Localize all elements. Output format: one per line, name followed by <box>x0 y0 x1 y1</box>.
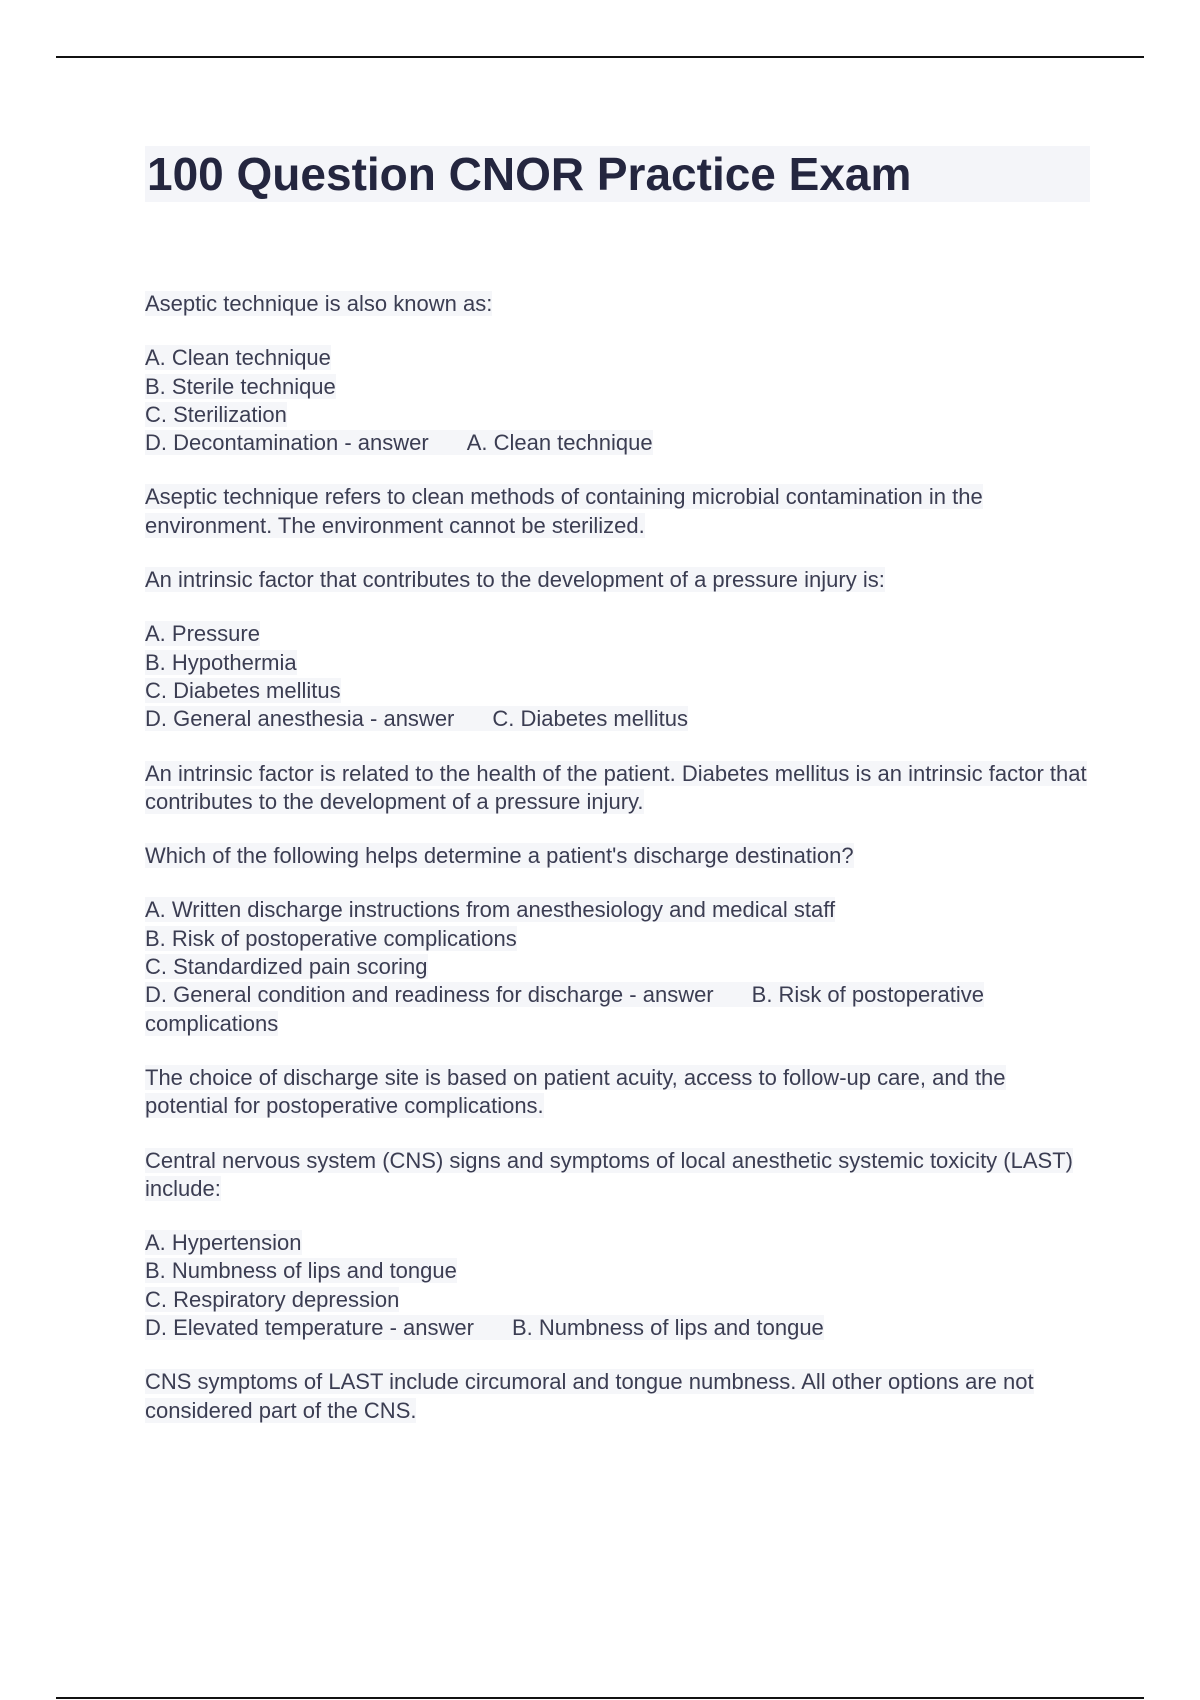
answer-text: B. Risk of postoperative complications <box>145 982 984 1036</box>
question-block-2 <box>145 566 1090 816</box>
answer-text: C. Diabetes mellitus <box>492 706 689 732</box>
explanation-text: The choice of discharge site is based on patient acuity, access to follow-up care, and the potential for postoperative complications. <box>145 1064 1006 1119</box>
question-block-1 <box>145 290 1090 540</box>
option-item: B. Risk of postoperative complications <box>145 925 517 951</box>
option-item: A. Written discharge instructions from anesthesiology and medical staff <box>145 897 836 923</box>
option-item: B. Sterile technique <box>145 373 336 399</box>
option-item-last: D. Elevated temperature - answer B. Numbness of lips and tongue <box>145 1315 824 1341</box>
options-list <box>145 896 1090 1037</box>
bottom-rule <box>56 1697 1144 1699</box>
question-block-3 <box>145 842 1090 1120</box>
answer-text: B. Numbness of lips and tongue <box>511 1315 824 1341</box>
question-text: An intrinsic factor that contributes to the development of a pressure injury is: <box>145 567 885 593</box>
page-title: 100 Question CNOR Practice Exam <box>145 146 1090 202</box>
answer-text: A. Clean technique <box>466 430 653 456</box>
option-item: A. Clean technique <box>145 345 331 371</box>
option-item: B. Numbness of lips and tongue <box>145 1258 457 1284</box>
explanation-text: Aseptic technique refers to clean methods of containing microbial contamination in the environment. The environment cannot be sterilized. <box>145 484 983 538</box>
options-list <box>145 620 1090 733</box>
option-item: A. Hypertension <box>145 1230 302 1256</box>
options-list <box>145 1229 1090 1342</box>
explanation-text: CNS symptoms of LAST include circumoral and tongue numbness. All other options are not considered part of the CNS. <box>145 1369 1034 1423</box>
explanation-text: An intrinsic factor is related to the health of the patient. Diabetes mellitus is an intrinsic factor that contributes to the development of a pressure injury. <box>145 760 1087 814</box>
option-item: C. Respiratory depression <box>145 1286 400 1312</box>
question-block-4 <box>145 1147 1090 1425</box>
option-item-last: D. General condition and readiness for discharge - answer B. Risk of postoperative complications <box>145 982 984 1036</box>
option-item: C. Diabetes mellitus <box>145 677 341 703</box>
option-item: C. Standardized pain scoring <box>145 954 428 980</box>
question-text: Which of the following helps determine a patient's discharge destination? <box>145 843 854 869</box>
option-item: A. Pressure <box>145 621 260 647</box>
option-item: C. Sterilization <box>145 401 287 427</box>
document-body <box>145 146 1090 1425</box>
question-text: Central nervous system (CNS) signs and symptoms of local anesthetic systemic toxicity (LAST) include: <box>145 1147 1073 1201</box>
question-text: Aseptic technique is also known as: <box>145 291 493 316</box>
option-item-last: D. General anesthesia - answer C. Diabetes mellitus <box>145 706 689 732</box>
top-rule <box>56 56 1144 58</box>
option-item-last: D. Decontamination - answer A. Clean technique <box>145 430 653 456</box>
options-list <box>145 344 1090 457</box>
option-item: B. Hypothermia <box>145 649 297 675</box>
